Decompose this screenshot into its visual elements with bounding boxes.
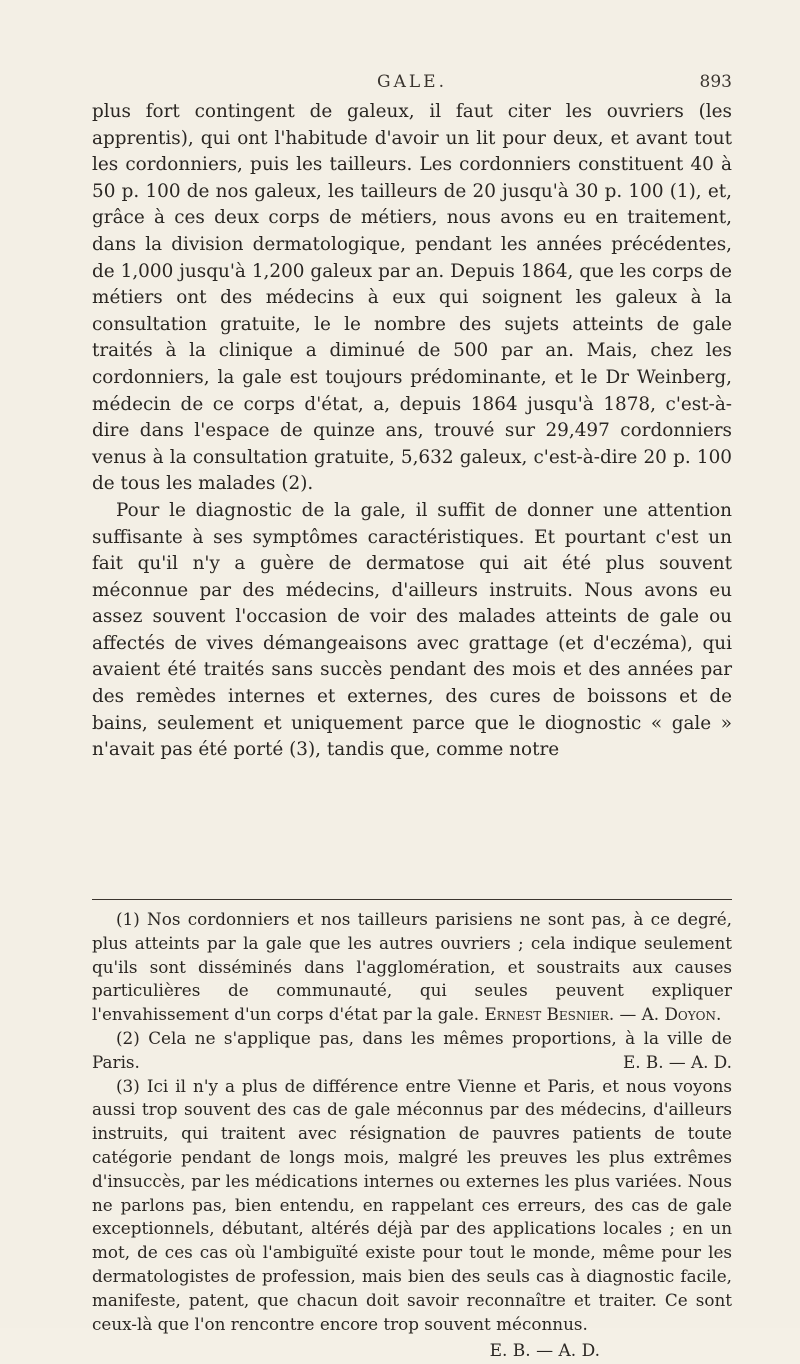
footnote-3-signature: E. B. — A. D. (489, 1341, 600, 1362)
footnote-1-signature: Ernest Besnier. — A. Doyon. (484, 1004, 722, 1025)
footnotes (92, 908, 732, 1364)
footnote-2-signature: E. B. — A. D. (622, 1051, 732, 1072)
footnote-3 (92, 1075, 732, 1337)
page-number: 893 (699, 72, 732, 92)
footnote-separator (92, 899, 732, 900)
running-head (92, 72, 732, 96)
body-paragraph-2: Pour le diagnostic de la gale, il suffit de donner une attention suffisante à ses symptômes caractéristiques. Et pourtant c'est un fait qu'il n'y a guère de dermatose qui ait été plus souvent méconnue par des médecins, d'ailleurs instruits. Nous avons eu assez souvent l'occasion de voir des malades atteints de gale ou affectés de vives démangeaisons avec grattage (et d'eczéma), qui avaient été traités sans succès pendant des mois et des années par des remèdes internes et externes, des cures de boissons et de bains, seulement et uniquement parce que le diognostic « gale » n'avait pas été porté (3), tandis que, comme notre (92, 499, 732, 761)
footnote-1 (92, 908, 732, 1027)
footnote-2-text: (2) Cela ne s'applique pas, dans les mêmes proportions, à la ville de Paris. (92, 1027, 732, 1072)
running-title: GALE. (377, 72, 447, 92)
footnote-1-text: (1) Nos cordonniers et nos tailleurs parisiens ne sont pas, à ce degré, plus atteints par la gale que les autres ouvriers ; cela indique seulement qu'ils sont disséminés dans l'agglomération, et soustraits aux causes particulières de communauté, qui seules peuvent expliquer l'envahissement d'un corps d'état par la gale. (92, 909, 732, 1025)
footnote-2 (92, 1027, 732, 1075)
body-paragraph-1: plus fort contingent de galeux, il faut citer les ouvriers (les apprentis), qui ont l'habitude d'avoir un lit pour deux, et avant tout les cordonniers, puis les tailleurs. Les cordonniers constituent 40 à 50 p. 100 de nos galeux, les tailleurs de 20 jusqu'à 30 p. 100 (1), et, grâce à ces deux corps de métiers, nous avons eu en traitement, dans la division dermatologique, pendant les années précédentes, de 1,000 jusqu'à 1,200 galeux par an. Depuis 1864, que les corps de métiers ont des médecins à eux qui soignent les galeux à la consultation gratuite, le le nombre des sujets atteints de gale traités à la clinique a diminué de 500 par an. Mais, chez les cordonniers, la gale est toujours prédominante, et le Dr Weinberg, médecin de ce corps d'état, a, depuis 1864 jusqu'à 1878, c'est-à-dire dans l'espace de quinze ans, trouvé sur 29,497 cordonniers venus à la consultation gratuite, 5,632 galeux, c'est-à-dire 20 p. 100 de tous les malades (2). (92, 101, 732, 495)
main-text (92, 99, 732, 764)
footnote-3-text: (3) Ici il n'y a plus de différence entre Vienne et Paris, et nous voyons aussi trop souvent des cas de gale méconnus par des médecins, d'ailleurs instruits, qui traitent avec résignation de pauvres patients de toute catégorie pendant de longs mois, malgré les preuves les plus extrêmes d'insuccès, par les médications internes ou externes les plus variées. Nous ne parlons pas, bien entendu, en rappelant ces erreurs, des cas de gale exceptionnels, débutant, altérés déjà par des applications locales ; en un mot, de ces cas où l'ambiguïté existe pour tout le monde, même pour les dermatologistes de profession, mais bien des seuls cas à diagnostic facile, manifeste, patent, que chacun doit savoir reconnaître et traiter. Ce sont ceux-là que l'on rencontre encore trop souvent méconnus. (92, 1075, 732, 1334)
